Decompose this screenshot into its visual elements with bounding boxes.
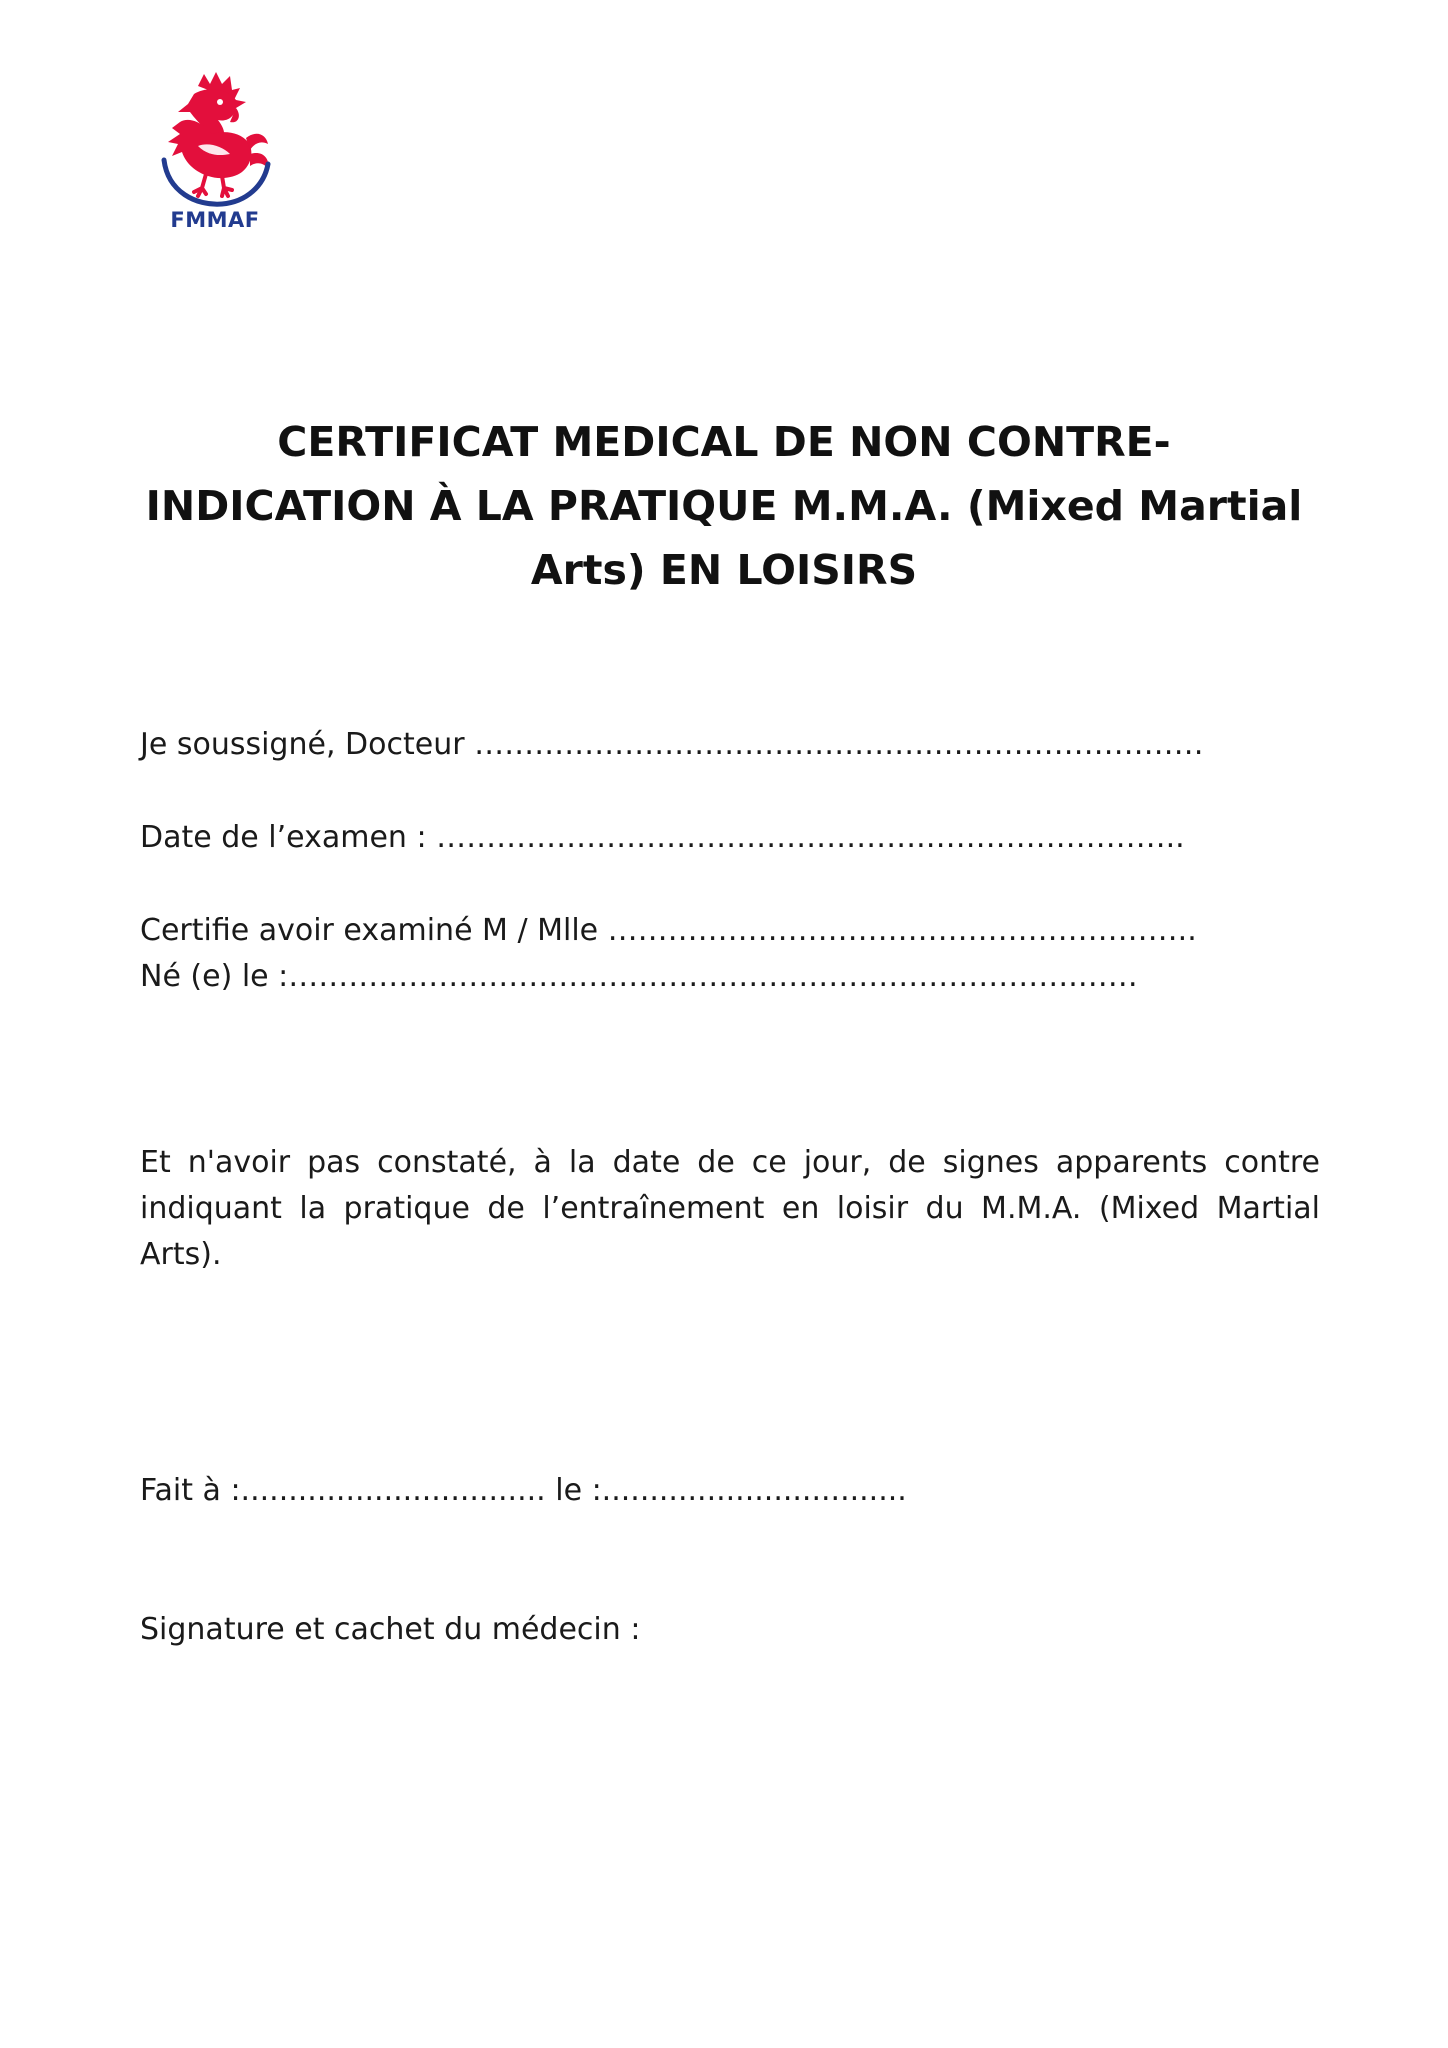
signature-label: Signature et cachet du médecin : xyxy=(140,1612,641,1647)
title-line-3: Arts) EN LOISIRS xyxy=(530,546,918,594)
certification-statement: Et n'avoir pas constaté, à la date de ce jour, de signes apparents contre indiquant la pratique de l’entraînement en loisir du M.M.A. (Mixed Martial Arts). xyxy=(140,1145,1320,1272)
exam-date-field: Date de l’examen : ………………………………………….…………………….. xyxy=(140,820,1185,855)
logo-text: FMMAF xyxy=(170,208,260,232)
patient-name-field: Certifie avoir examiné M / Mlle ………………………………………………….. xyxy=(140,913,1197,948)
document-title xyxy=(140,410,1308,602)
fmmaf-logo xyxy=(150,68,280,238)
doctor-name-field: Je soussigné, Docteur ……………………………………….……………………… xyxy=(140,727,1204,762)
title-line-1: CERTIFICAT MEDICAL DE NON CONTRE- xyxy=(277,418,1171,466)
title-line-2: INDICATION À LA PRATIQUE M.M.A. (Mixed Martial xyxy=(145,482,1303,530)
birth-date-field: Né (e) le :…………………………………………………………………….…… xyxy=(140,959,1138,994)
rooster-emblem-icon xyxy=(150,68,280,208)
place-date-field: Fait à :................................ le :................................ xyxy=(140,1473,907,1508)
